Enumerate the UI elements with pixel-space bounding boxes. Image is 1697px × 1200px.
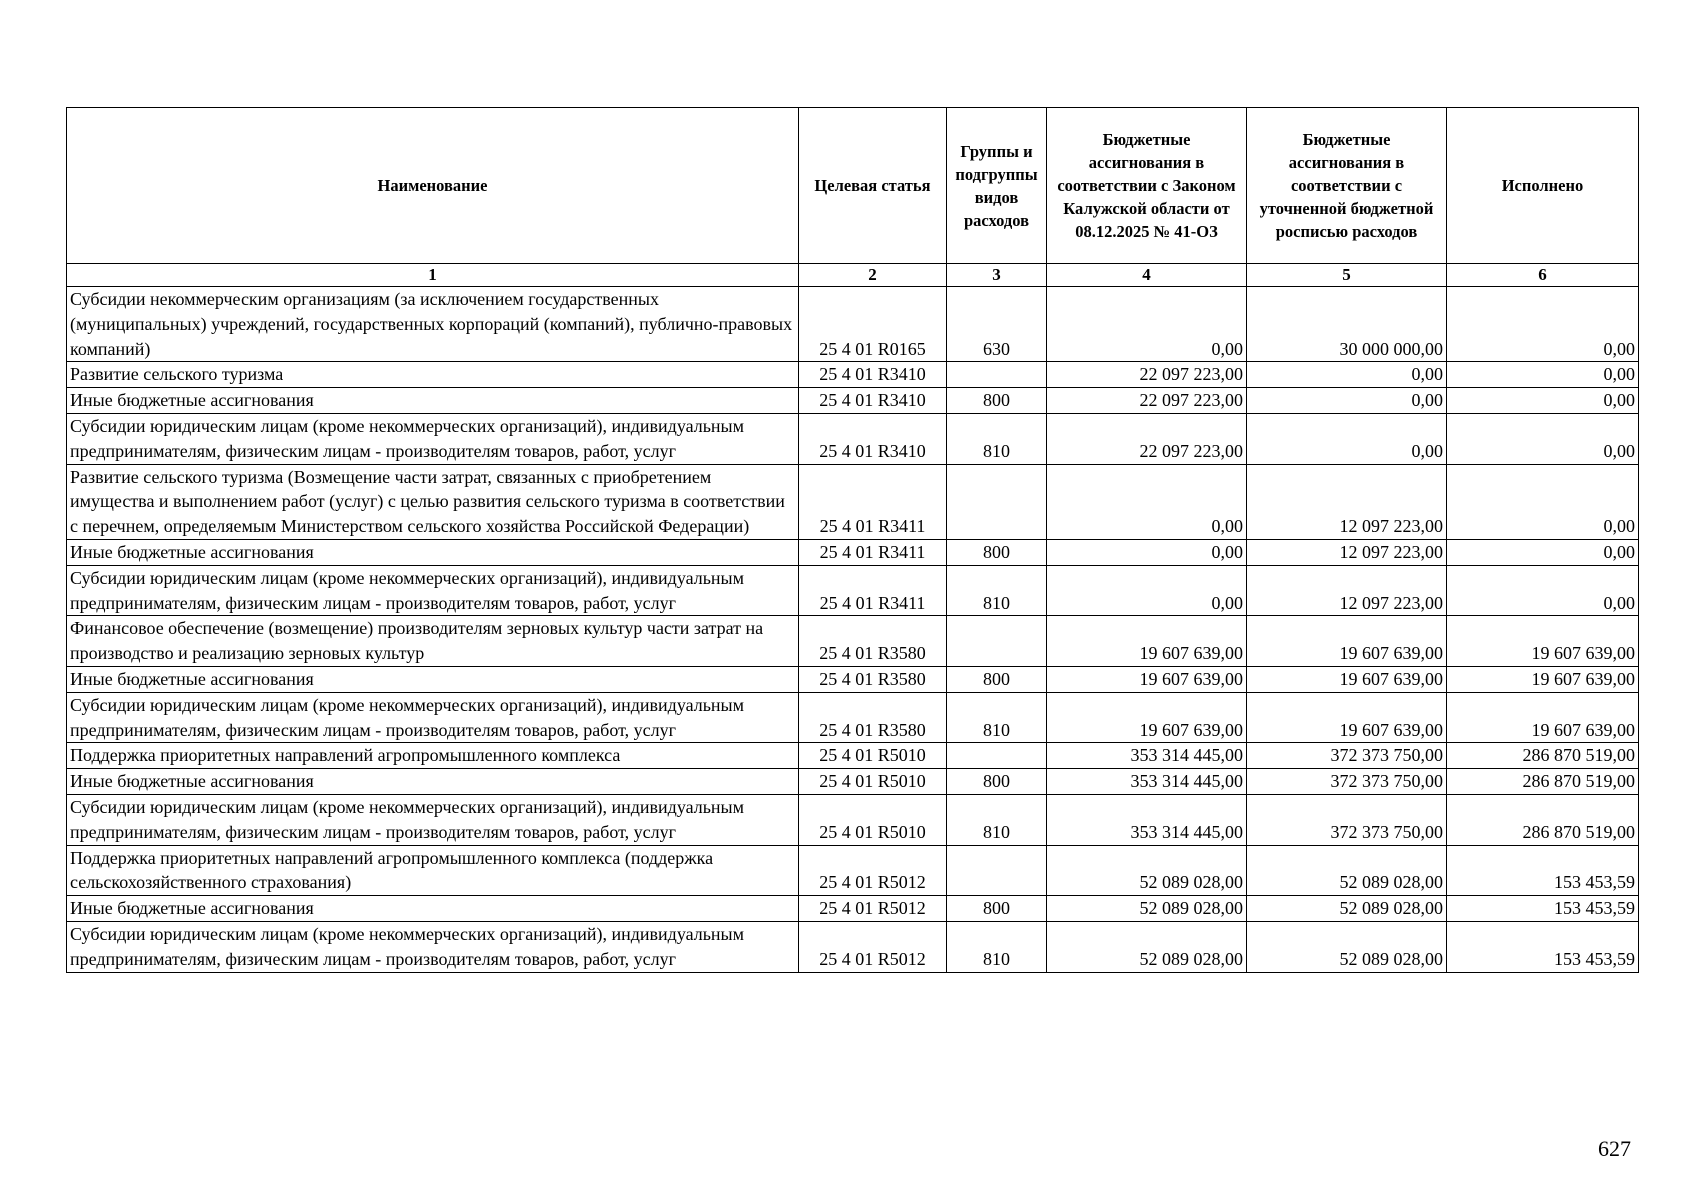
row-target-article-cell: 25 4 01 R3410 xyxy=(799,388,947,414)
header-refined-allocations: Бюджетные ассигнования в соответствии с уточненной бюджетной росписью расходов xyxy=(1247,108,1447,264)
row-refined-amount-cell: 372 373 750,00 xyxy=(1247,794,1447,845)
row-executed-amount-cell: 0,00 xyxy=(1447,287,1639,362)
row-target-article-cell: 25 4 01 R3580 xyxy=(799,666,947,692)
table-row xyxy=(67,539,1639,565)
table-body xyxy=(67,287,1639,973)
table-header xyxy=(67,108,1639,287)
row-target-article-cell: 25 4 01 R3580 xyxy=(799,692,947,743)
column-number-row xyxy=(67,264,1639,287)
row-law-amount-cell: 19 607 639,00 xyxy=(1047,616,1247,667)
table-row xyxy=(67,794,1639,845)
row-executed-amount-cell: 286 870 519,00 xyxy=(1447,794,1639,845)
row-expense-group-cell: 810 xyxy=(947,413,1047,464)
row-refined-amount-cell: 12 097 223,00 xyxy=(1247,565,1447,616)
column-number: 3 xyxy=(947,264,1047,287)
row-law-amount-cell: 22 097 223,00 xyxy=(1047,388,1247,414)
row-name-cell: Иные бюджетные ассигнования xyxy=(67,896,799,922)
table-row xyxy=(67,743,1639,769)
table-row xyxy=(67,413,1639,464)
header-executed: Исполнено xyxy=(1447,108,1639,264)
row-target-article-cell: 25 4 01 R5010 xyxy=(799,794,947,845)
row-name-cell: Субсидии юридическим лицам (кроме некоммерческих организаций), индивидуальным предпринимателям, физическим лицам - производителям товаров, работ, услуг xyxy=(67,921,799,972)
row-target-article-cell: 25 4 01 R3410 xyxy=(799,413,947,464)
table-row xyxy=(67,287,1639,362)
table-row xyxy=(67,464,1639,539)
row-refined-amount-cell: 12 097 223,00 xyxy=(1247,539,1447,565)
row-law-amount-cell: 22 097 223,00 xyxy=(1047,413,1247,464)
row-law-amount-cell: 353 314 445,00 xyxy=(1047,769,1247,795)
row-executed-amount-cell: 0,00 xyxy=(1447,464,1639,539)
column-number: 1 xyxy=(67,264,799,287)
row-name-cell: Иные бюджетные ассигнования xyxy=(67,388,799,414)
row-refined-amount-cell: 372 373 750,00 xyxy=(1247,769,1447,795)
row-name-cell: Развитие сельского туризма (Возмещение части затрат, связанных с приобретением имущества и выполнением работ (услуг) с целью развития сельского туризма в соответствии с перечнем, определяемым Министерством сельского хозяйства Российской Федерации) xyxy=(67,464,799,539)
row-expense-group-cell: 810 xyxy=(947,921,1047,972)
table-row xyxy=(67,616,1639,667)
row-refined-amount-cell: 372 373 750,00 xyxy=(1247,743,1447,769)
row-refined-amount-cell: 12 097 223,00 xyxy=(1247,464,1447,539)
row-name-cell: Субсидии юридическим лицам (кроме некоммерческих организаций), индивидуальным предпринимателям, физическим лицам - производителям товаров, работ, услуг xyxy=(67,692,799,743)
row-expense-group-cell xyxy=(947,845,1047,896)
row-executed-amount-cell: 0,00 xyxy=(1447,388,1639,414)
budget-execution-table xyxy=(66,107,1639,973)
row-target-article-cell: 25 4 01 R3411 xyxy=(799,464,947,539)
row-executed-amount-cell: 286 870 519,00 xyxy=(1447,769,1639,795)
header-law-allocations: Бюджетные ассигнования в соответствии с Законом Калужской области от 08.12.2025 № 41-ОЗ xyxy=(1047,108,1247,264)
row-name-cell: Иные бюджетные ассигнования xyxy=(67,666,799,692)
row-expense-group-cell: 800 xyxy=(947,388,1047,414)
row-expense-group-cell: 630 xyxy=(947,287,1047,362)
row-refined-amount-cell: 0,00 xyxy=(1247,413,1447,464)
column-number: 4 xyxy=(1047,264,1247,287)
row-expense-group-cell xyxy=(947,464,1047,539)
row-refined-amount-cell: 52 089 028,00 xyxy=(1247,845,1447,896)
row-refined-amount-cell: 19 607 639,00 xyxy=(1247,666,1447,692)
row-law-amount-cell: 0,00 xyxy=(1047,464,1247,539)
row-name-cell: Субсидии некоммерческим организациям (за исключением государственных (муниципальных) учреждений, государственных корпораций (компаний), публично-правовых компаний) xyxy=(67,287,799,362)
page-number: 627 xyxy=(1598,1136,1631,1161)
row-name-cell: Субсидии юридическим лицам (кроме некоммерческих организаций), индивидуальным предпринимателям, физическим лицам - производителям товаров, работ, услуг xyxy=(67,413,799,464)
row-refined-amount-cell: 0,00 xyxy=(1247,388,1447,414)
row-law-amount-cell: 19 607 639,00 xyxy=(1047,666,1247,692)
row-law-amount-cell: 22 097 223,00 xyxy=(1047,362,1247,388)
row-name-cell: Иные бюджетные ассигнования xyxy=(67,769,799,795)
header-target-article: Целевая статья xyxy=(799,108,947,264)
row-executed-amount-cell: 19 607 639,00 xyxy=(1447,616,1639,667)
row-law-amount-cell: 52 089 028,00 xyxy=(1047,845,1247,896)
row-target-article-cell: 25 4 01 R3580 xyxy=(799,616,947,667)
row-expense-group-cell: 810 xyxy=(947,692,1047,743)
row-expense-group-cell xyxy=(947,616,1047,667)
row-target-article-cell: 25 4 01 R0165 xyxy=(799,287,947,362)
row-law-amount-cell: 0,00 xyxy=(1047,565,1247,616)
row-executed-amount-cell: 0,00 xyxy=(1447,565,1639,616)
row-name-cell: Поддержка приоритетных направлений агропромышленного комплекса xyxy=(67,743,799,769)
row-expense-group-cell: 810 xyxy=(947,794,1047,845)
row-refined-amount-cell: 19 607 639,00 xyxy=(1247,616,1447,667)
row-executed-amount-cell: 153 453,59 xyxy=(1447,921,1639,972)
row-target-article-cell: 25 4 01 R5012 xyxy=(799,921,947,972)
row-law-amount-cell: 19 607 639,00 xyxy=(1047,692,1247,743)
row-expense-group-cell: 800 xyxy=(947,769,1047,795)
row-executed-amount-cell: 153 453,59 xyxy=(1447,896,1639,922)
row-target-article-cell: 25 4 01 R5012 xyxy=(799,845,947,896)
row-refined-amount-cell: 30 000 000,00 xyxy=(1247,287,1447,362)
row-name-cell: Субсидии юридическим лицам (кроме некоммерческих организаций), индивидуальным предпринимателям, физическим лицам - производителям товаров, работ, услуг xyxy=(67,565,799,616)
row-name-cell: Развитие сельского туризма xyxy=(67,362,799,388)
row-name-cell: Субсидии юридическим лицам (кроме некоммерческих организаций), индивидуальным предпринимателям, физическим лицам - производителям товаров, работ, услуг xyxy=(67,794,799,845)
row-name-cell: Поддержка приоритетных направлений агропромышленного комплекса (поддержка сельскохозяйственного страхования) xyxy=(67,845,799,896)
table-row xyxy=(67,362,1639,388)
row-name-cell: Финансовое обеспечение (возмещение) производителям зерновых культур части затрат на производство и реализацию зерновых культур xyxy=(67,616,799,667)
row-refined-amount-cell: 0,00 xyxy=(1247,362,1447,388)
row-name-cell: Иные бюджетные ассигнования xyxy=(67,539,799,565)
row-refined-amount-cell: 52 089 028,00 xyxy=(1247,896,1447,922)
row-target-article-cell: 25 4 01 R3411 xyxy=(799,539,947,565)
row-law-amount-cell: 0,00 xyxy=(1047,287,1247,362)
table-row xyxy=(67,692,1639,743)
row-law-amount-cell: 52 089 028,00 xyxy=(1047,896,1247,922)
row-law-amount-cell: 0,00 xyxy=(1047,539,1247,565)
table-row xyxy=(67,388,1639,414)
row-executed-amount-cell: 153 453,59 xyxy=(1447,845,1639,896)
row-executed-amount-cell: 0,00 xyxy=(1447,362,1639,388)
column-number: 5 xyxy=(1247,264,1447,287)
table-row xyxy=(67,666,1639,692)
row-executed-amount-cell: 286 870 519,00 xyxy=(1447,743,1639,769)
row-target-article-cell: 25 4 01 R5010 xyxy=(799,743,947,769)
row-executed-amount-cell: 0,00 xyxy=(1447,539,1639,565)
table-row xyxy=(67,565,1639,616)
row-executed-amount-cell: 0,00 xyxy=(1447,413,1639,464)
row-expense-group-cell: 800 xyxy=(947,539,1047,565)
column-number: 6 xyxy=(1447,264,1639,287)
row-expense-group-cell: 800 xyxy=(947,666,1047,692)
row-executed-amount-cell: 19 607 639,00 xyxy=(1447,692,1639,743)
row-expense-group-cell: 810 xyxy=(947,565,1047,616)
row-expense-group-cell xyxy=(947,362,1047,388)
header-expense-groups: Группы и подгруппы видов расходов xyxy=(947,108,1047,264)
row-refined-amount-cell: 19 607 639,00 xyxy=(1247,692,1447,743)
table-row xyxy=(67,769,1639,795)
header-row xyxy=(67,108,1639,264)
row-target-article-cell: 25 4 01 R3410 xyxy=(799,362,947,388)
row-expense-group-cell: 800 xyxy=(947,896,1047,922)
row-target-article-cell: 25 4 01 R5012 xyxy=(799,896,947,922)
row-target-article-cell: 25 4 01 R3411 xyxy=(799,565,947,616)
header-name: Наименование xyxy=(67,108,799,264)
row-executed-amount-cell: 19 607 639,00 xyxy=(1447,666,1639,692)
row-law-amount-cell: 353 314 445,00 xyxy=(1047,794,1247,845)
column-number: 2 xyxy=(799,264,947,287)
row-law-amount-cell: 353 314 445,00 xyxy=(1047,743,1247,769)
row-refined-amount-cell: 52 089 028,00 xyxy=(1247,921,1447,972)
row-law-amount-cell: 52 089 028,00 xyxy=(1047,921,1247,972)
table-row xyxy=(67,921,1639,972)
table-row xyxy=(67,845,1639,896)
row-target-article-cell: 25 4 01 R5010 xyxy=(799,769,947,795)
row-expense-group-cell xyxy=(947,743,1047,769)
table-row xyxy=(67,896,1639,922)
